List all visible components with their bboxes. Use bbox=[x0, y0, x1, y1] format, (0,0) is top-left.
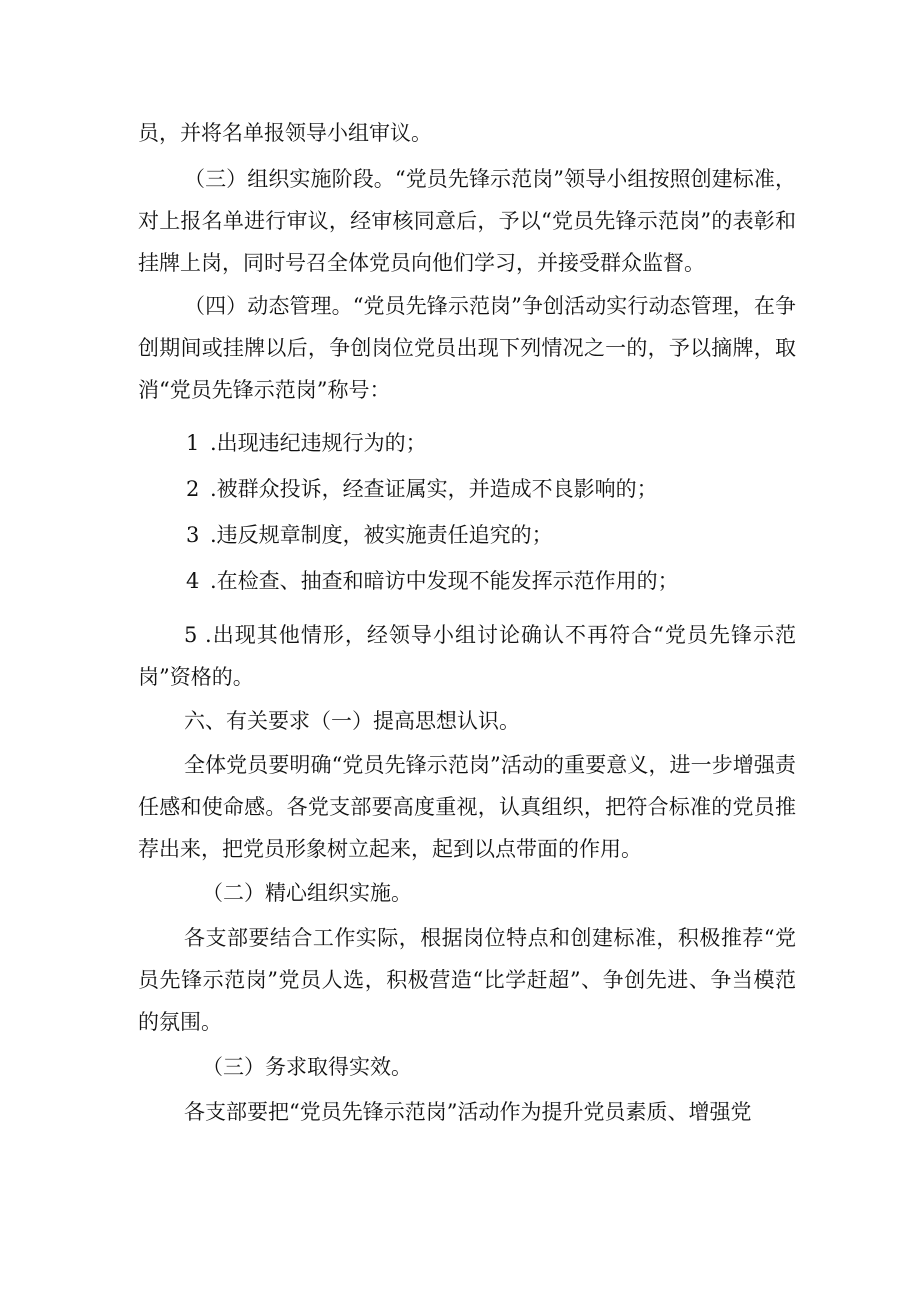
subheading-results: （三）务求取得实效。 bbox=[202, 1055, 412, 1079]
list-number: 4 bbox=[186, 569, 200, 593]
paragraph-dynamic-management: （四）动态管理。“党员先锋示范岗”争创活动实行动态管理，在争创期间或挂牌以后，争创岗位党员出现下列情况之一的，予以摘牌，取消“党员先锋示范岗”称号： bbox=[138, 294, 796, 402]
paragraph-organize: 各支部要结合工作实际，根据岗位特点和创建标准，积极推荐“党员先锋示范岗”党员人选，积极营造“比学赶超”、争创先进、争当模范的氛围。 bbox=[138, 926, 796, 1034]
list-text: .在检查、抽查和暗访中发现不能发挥示范作用的； bbox=[210, 569, 679, 593]
list-item-4 bbox=[186, 560, 806, 602]
list-item-5: 5 .出现其他情形，经领导小组讨论确认不再符合“党员先锋示范岗”资格的。 bbox=[138, 623, 796, 689]
list-item-2 bbox=[186, 468, 806, 510]
list-text: .出现违纪违规行为的； bbox=[210, 431, 427, 455]
list-text: .被群众投诉，经查证属实，并造成不良影响的； bbox=[210, 477, 658, 501]
list-text: .违反规章制度，被实施责任追究的； bbox=[210, 523, 553, 547]
list-item-1 bbox=[186, 422, 806, 464]
subheading-organize: （二）精心组织实施。 bbox=[202, 881, 412, 905]
paragraph-implementation-stage: （三）组织实施阶段。“党员先锋示范岗”领导小组按照创建标准，对上报名单进行审议，经审核同意后，予以“党员先锋示范岗”的表彰和挂牌上岗，同时号召全体党员向他们学习，并接受群众监督。 bbox=[138, 167, 796, 275]
list-number: 2 bbox=[186, 477, 200, 501]
paragraph-results: 各支部要把“党员先锋示范岗”活动作为提升党员素质、增强党 bbox=[184, 1100, 752, 1124]
list-number: 1 bbox=[186, 431, 200, 455]
paragraph-continuation: 员，并将名单报领导小组审议。 bbox=[138, 121, 432, 145]
list-item-3 bbox=[186, 514, 806, 556]
section-heading-requirements: 六、有关要求（一）提高思想认识。 bbox=[184, 709, 520, 733]
list-number: 3 bbox=[186, 523, 200, 547]
paragraph-awareness: 全体党员要明确“党员先锋示范岗”活动的重要意义，进一步增强责任感和使命感。各党支部要高度重视，认真组织，把符合标准的党员推荐出来，把党员形象树立起来，起到以点带面的作用。 bbox=[138, 753, 796, 861]
